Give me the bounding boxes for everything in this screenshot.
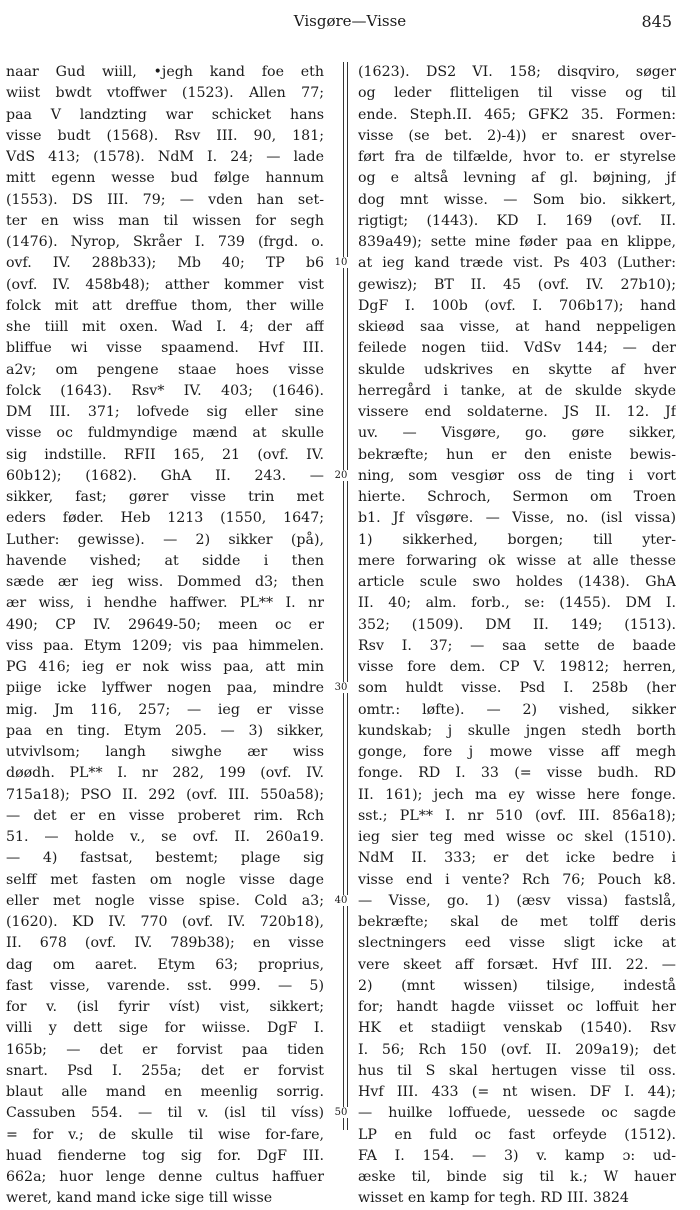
text-line: Hvf III. 433 (= nt wisen. DF I. 44);: [358, 1084, 676, 1100]
text-line: visse (se bet. 2)-4)) er snarest over-: [358, 127, 676, 144]
text-line: 839a49); sette mine føder paa en klippe,: [358, 234, 676, 250]
text-line: wiist bwdt vtoffwer (1523). Allen 77;: [6, 85, 324, 102]
text-line: æske til, binde sig til k.; W hauer: [358, 1169, 676, 1185]
text-line: article scule swo holdes (1438). GhA: [358, 574, 676, 590]
text-line: VdS 413; (1578). NdM I. 24; — lade: [6, 149, 324, 165]
text-line: slectningers eed visse sligt icke at: [358, 935, 676, 952]
text-line: ter en wiss man til wissen for segh: [6, 212, 324, 229]
text-line: 352; (1509). DM II. 149; (1513).: [358, 616, 676, 633]
text-line: Rsv I. 37; — saa sette de baade: [358, 637, 676, 654]
text-line: I. 56; Rch 150 (ovf. II. 209a19); det: [358, 1041, 676, 1058]
text-line: Luther: gewisse). — 2) sikker (på),: [6, 531, 324, 548]
text-line: (1620). KD IV. 770 (ovf. IV. 720b18),: [6, 914, 324, 930]
text-line: 1) sikkerhed, borgen; till yter-: [358, 531, 676, 548]
text-line: 490; CP IV. 29649-50; meen oc er: [6, 616, 324, 633]
text-line: paa V landzting war schicket hans: [6, 106, 324, 123]
text-line: selff met fasten om nogle visse dage: [6, 871, 324, 888]
text-line: sikker, fast; gører visse trin met: [6, 489, 324, 505]
text-line: DgF I. 100b (ovf. I. 706b17); hand: [358, 297, 676, 314]
text-line: kundskab; j skulle jngen stedh borth: [358, 722, 676, 739]
text-line: utvivlsom; langh siwghe ær wiss: [6, 744, 324, 760]
text-line: omtr.: løfte). — 2) vished, sikker: [358, 701, 676, 718]
text-line: døødh. PL** I. nr 282, 199 (ovf. IV.: [6, 765, 324, 782]
text-line: ær wiss, i hendhe haffwer. PL** I. nr: [6, 595, 324, 612]
text-line: sig indstille. RFII 165, 21 (ovf. IV.: [6, 446, 324, 463]
text-line: fast visse, varende. sst. 999. — 5): [6, 977, 324, 994]
text-line: villi y dett sige for wiisse. DgF I.: [6, 1020, 324, 1037]
text-line: eders føder. Heb 1213 (1550, 1647;: [6, 510, 324, 527]
text-line: blaut alle mand en meenlig sorrig.: [6, 1084, 324, 1100]
text-line: mitt egenn wesse bud følge hannum: [6, 170, 324, 187]
text-line: gewisz); BT II. 45 (ovf. IV. 27b10);: [358, 276, 676, 293]
text-line: — det er en visse proberet rim. Rch: [6, 807, 324, 824]
text-line: rigtigt; (1443). KD I. 169 (ovf. II.: [358, 212, 676, 229]
text-line: ieg sier teg med wisse oc skel (1510).: [358, 829, 676, 845]
text-line: visse end i vente? Rch 76; Pouch k8.: [358, 871, 676, 888]
left-column: [6, 62, 324, 1210]
text-line: mig. Jm 116, 257; — ieg er visse: [6, 701, 324, 718]
text-line: og leder flitteligen til visse og til: [358, 85, 676, 102]
text-line: 715a18); PSO II. 292 (ovf. III. 550a58);: [6, 786, 324, 803]
text-line: = for v.; de skulle til wise for-fare,: [6, 1126, 324, 1143]
text-line: fonge. RD I. 33 (= visse budh. RD: [358, 765, 676, 782]
text-line: naar Gud wiill, •jegh kand foe eth: [6, 64, 324, 80]
text-line: wisset en kamp for tegh. RD III. 3824: [358, 1190, 629, 1207]
text-line: uv. — Visgøre, go. gøre sikker,: [358, 425, 676, 442]
line-number: 20: [334, 469, 348, 481]
text-line: mere forwaring ok wisse at alle thesse: [358, 552, 676, 569]
text-line: folck (1643). Rsv* IV. 403; (1646).: [6, 382, 324, 399]
text-line: (1623). DS2 VI. 158; disqviro, søger: [358, 64, 676, 80]
text-line: LP en fuld oc fast orfeyde (1512).: [358, 1126, 676, 1143]
text-line: hierte. Schroch, Sermon om Troen: [358, 489, 676, 505]
text-line: vere skeet aff forsæt. Hvf III. 22. —: [358, 956, 676, 973]
text-line: 662a; huor lenge denne cultus haffuer: [6, 1169, 324, 1185]
text-line: piige icke lyffwer nogen paa, mindre: [6, 680, 324, 697]
text-line: bekræfte; hun er den eniste bewis-: [358, 446, 676, 463]
page-header: [0, 12, 700, 36]
text-line: for v. (isl fyrir víst) vist, sikkert;: [6, 999, 324, 1015]
text-line: (1553). DS III. 79; — vden han set-: [6, 191, 324, 208]
text-line: visse oc fuldmyndige mænd at skulle: [6, 425, 324, 442]
text-line: ovf. IV. 288b33); Mb 40; TP b6: [6, 255, 324, 272]
text-line: herregård i tanke, at de skulde skyde: [358, 382, 676, 399]
text-line: vissere end soldaterne. JS II. 12. Jf: [358, 404, 676, 420]
text-line: Cassuben 554. — til v. (isl til víss): [6, 1105, 324, 1122]
text-line: og e altså levning af gl. bøjning, jf: [358, 170, 676, 187]
text-line: HK et stadiigt venskab (1540). Rsv: [358, 1020, 676, 1037]
text-line: bliffue wi visse spaamend. Hvf III.: [6, 340, 324, 357]
text-line: folck mit att dreffue thom, ther wille: [6, 297, 324, 314]
text-line: — Visse, go. 1) (æsv vissa) fastslå,: [358, 892, 676, 909]
text-line: 165b; — det er forvist paa tiden: [6, 1041, 324, 1058]
text-line: som huldt visse. Psd I. 258b (her: [358, 680, 676, 697]
text-line: she tiill mit oxen. Wad I. 4; der aff: [6, 319, 324, 335]
text-line: weret, kand mand icke sige till wisse: [6, 1190, 273, 1207]
text-line: (ovf. IV. 458b48); atther kommer vist: [6, 276, 324, 293]
text-line: visse budt (1568). Rsv III. 90, 181;: [6, 127, 324, 144]
text-line: gonge, fore j mowe visse aff megh: [358, 744, 676, 760]
text-line: ført fra de tilfælde, hvor to. er styrelse: [358, 149, 676, 165]
text-line: feilede nogen tiid. VdSv 144; — der: [358, 340, 676, 357]
text-line: NdM II. 333; er det icke bedre i: [358, 850, 676, 867]
right-column: [358, 62, 676, 1210]
column-divider-inner: [347, 62, 348, 1130]
text-line: huad fienderne tog sig for. DgF III.: [6, 1147, 324, 1164]
text-line: II. 678 (ovf. IV. 789b38); en visse: [6, 935, 324, 952]
text-line: sst.; PL** I. nr 510 (ovf. III. 856a18);: [358, 807, 676, 824]
line-number: 40: [334, 894, 348, 906]
line-number: 50: [334, 1107, 348, 1119]
text-line: snart. Psd I. 255a; det er forvist: [6, 1062, 324, 1079]
text-line: PG 416; ieg er nok wiss paa, att min: [6, 659, 324, 675]
text-line: dag om aaret. Etym 63; proprius,: [6, 956, 324, 973]
line-number: 10: [334, 257, 348, 269]
text-line: ning, som vesgiør oss de ting i vort: [358, 467, 676, 484]
text-line: a2v; om pengene staae hoes visse: [6, 361, 324, 378]
text-line: for; handt hagde viisset oc loffuit her: [358, 999, 676, 1015]
text-line: FA I. 154. — 3) v. kamp ɔ: ud-: [358, 1147, 676, 1164]
text-line: b1. Jf vîsgøre. — Visse, no. (isl vissa): [358, 510, 676, 527]
text-line: skulde udskrives en skytte af hver: [358, 361, 676, 378]
text-line: viss paa. Etym 1209; vis paa himmelen.: [6, 637, 324, 654]
text-line: paa en ting. Etym 205. — 3) sikker,: [6, 722, 324, 739]
column-divider: [343, 62, 344, 1130]
text-line: ende. Steph.II. 465; GFK2 35. Formen:: [358, 106, 676, 123]
text-line: sæde ær ieg wiss. Dommed d3; then: [6, 574, 324, 590]
text-line: dog mnt wisse. — Som bio. sikkert,: [358, 191, 676, 208]
text-line: 2) (mnt wissen) tilsige, indestå: [358, 977, 676, 994]
text-line: 60b12); (1682). GhA II. 243. —: [6, 467, 324, 484]
text-line: 51. — holde v., se ovf. II. 260a19.: [6, 829, 324, 845]
text-line: skieød saa visse, at hand neppeligen: [358, 319, 676, 335]
text-line: II. 161); jech ma ey wisse here fonge.: [358, 786, 676, 803]
text-line: eller met nogle visse spise. Cold a3;: [6, 892, 324, 909]
text-line: havende vished; at sidde i then: [6, 552, 324, 569]
text-line: visse fore dem. CP V. 19812; herren,: [358, 659, 676, 675]
text-line: II. 40; alm. forb., se: (1455). DM I.: [358, 595, 676, 612]
line-number: 30: [334, 682, 348, 694]
page-number: 845: [641, 12, 672, 31]
text-line: — 4) fastsat, bestemt; plage sig: [6, 850, 324, 867]
text-line: — huilke loffuede, uessede oc sagde: [358, 1105, 676, 1122]
text-line: bekræfte; skal de met tolff deris: [358, 914, 676, 930]
text-line: at ieg kand træde vist. Ps 403 (Luther:: [358, 255, 676, 272]
text-line: DM III. 371; lofvede sig eller sine: [6, 404, 324, 420]
text-line: hus til S skal hertugen visse til oss.: [358, 1062, 676, 1079]
text-line: (1476). Nyrop, Skråer I. 739 (frgd. o.: [6, 234, 324, 250]
running-title: Visgøre—Visse: [293, 12, 407, 30]
